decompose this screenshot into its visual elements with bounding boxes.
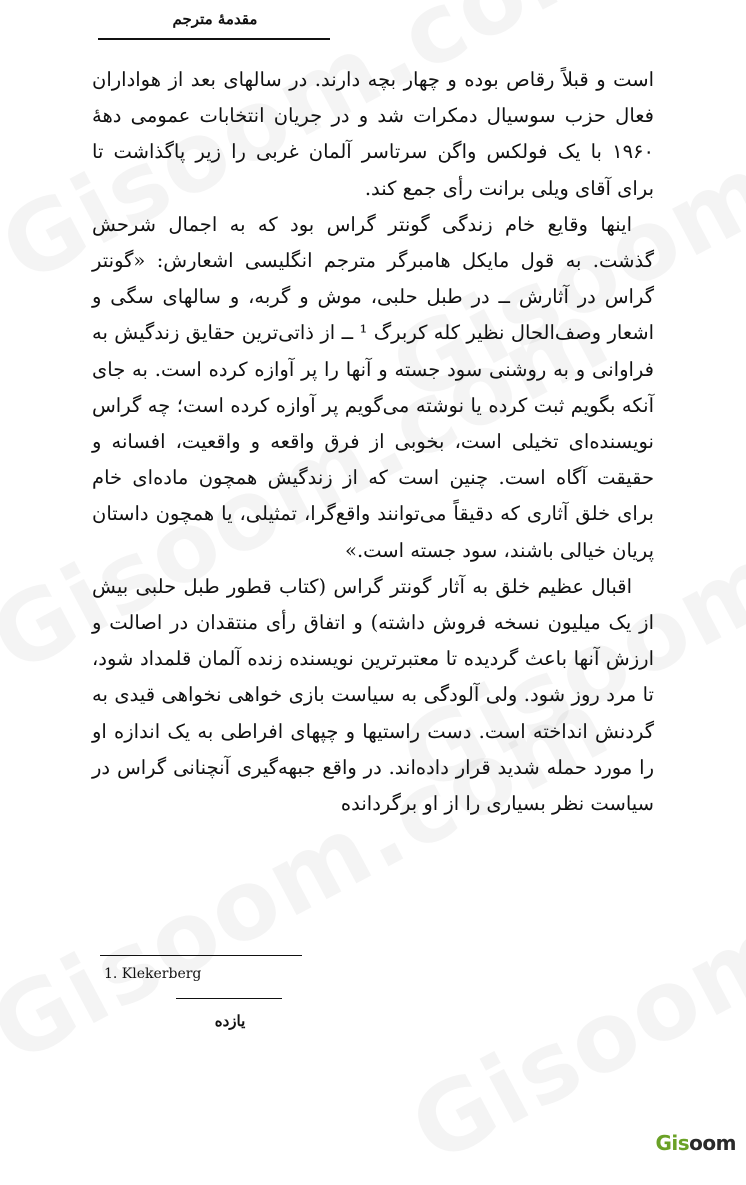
paragraph: است و قبلاً رقاص بوده و چهار بچه دارند. در سالهای بعد از هواداران فعال حزب سوسیال دمکرات شد و در جریان انتخابات عمومی دههٔ ۱۹۶۰ با یک فولکس واگن سرتاسر آلمان غربی را زیر پاگذاشت تا برای آقای ویلی برانت رأی جمع کند. — [92, 68, 654, 200]
header-rule — [98, 38, 330, 40]
watermark — [394, 767, 746, 1185]
page-number: یازده — [214, 1012, 246, 1030]
logo-text-right: oom — [689, 1131, 736, 1155]
logo-text-left: Gis — [655, 1131, 690, 1155]
page-number-rule — [176, 998, 282, 999]
paragraph: اینها وقایع خام زندگی گونتر گراس بود که به اجمال شرحش گذشت. به قول مایکل هامبرگر مترجم انگلیسی اشعارش: «گونتر گراس در آثارش ــ در طبل حلبی، موش و گربه، و سالهای سگی و اشعار وصف‌الحال نظیر کله کربرگ ¹ ــ از ذاتی‌ترین حقایق زندگیش به فراوانی و به روشنی سود جسته و آنها را پر آوازه کرده است. به جای آنکه بگویم ثبت کرده یا نوشته می‌گویم پر آوازه کرده است؛ چه گراس نویسنده‌ای تخیلی است، بخوبی از فرق واقعه و واقعیت، افسانه و حقیقت آگاه است. چنین است که از زندگیش همچون ماده‌ای خام برای خلق آثاری که دقیقاً می‌توانند واقع‌گرا، تمثیلی، یا همچون داستان پریان خیالی باشند، سود جسته است.» — [92, 212, 654, 562]
footnote: 1. Klekerberg — [104, 966, 202, 982]
paragraph: اقبال عظیم خلق به آثار گونتر گراس (کتاب قطور طبل حلبی بیش از یک میلیون نسخه فروش داشته) و اتفاق رأی منتقدان در اصالت و ارزش آنها باعث گردیده تا معتبرترین نویسنده زنده آلمان قلمداد شود، تا مرد روز شود. ولی آلودگی به سیاست بازی خواهی نخواهی قیدی به گردنش انداخته است. دست راستیها و چپهای افراطی به یک اندازه او را مورد حمله شدید قرار داده‌اند. در واقع جبهه‌گیری آنچنانی گراس در سیاست نظر بسیاری را از او برگردانده — [92, 574, 654, 816]
footnote-rule — [100, 955, 302, 956]
running-header: مقدمهٔ مترجم — [172, 10, 258, 28]
gisoom-logo — [655, 1131, 736, 1155]
body-text — [92, 62, 654, 822]
